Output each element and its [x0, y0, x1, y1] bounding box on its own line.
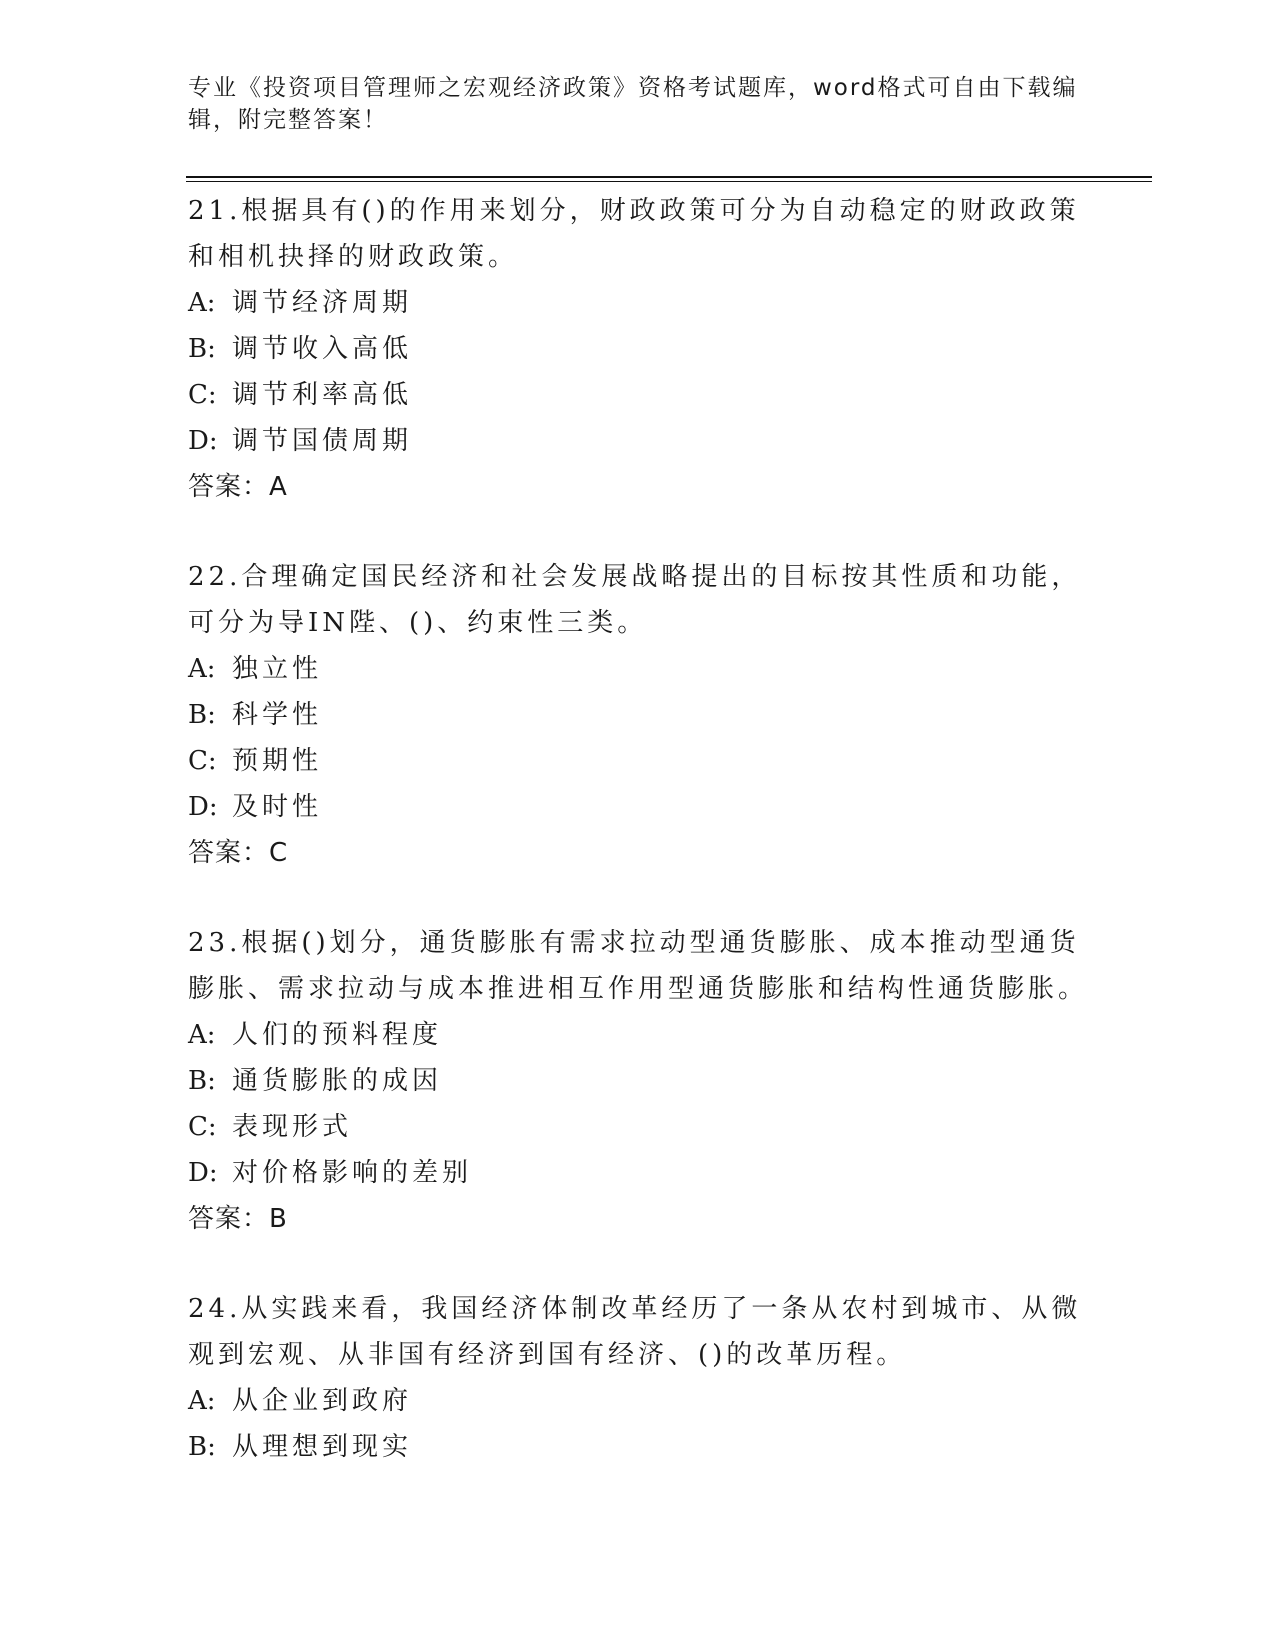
option-text: 科学性	[232, 700, 323, 730]
question-stem: 23.根据()划分，通货膨胀有需求拉动型通货膨胀、成本推动型通货膨胀、需求拉动与成本推进相互作用型通货膨胀和结构性通货膨胀。	[188, 928, 1089, 1004]
option-text: 对价格影响的差别	[232, 1158, 473, 1188]
option-d	[188, 418, 1088, 464]
option-text: 调节国债周期	[232, 426, 413, 456]
option-key: D:	[188, 792, 218, 822]
option-b	[188, 326, 1088, 372]
question-24	[188, 1286, 1088, 1470]
option-a	[188, 646, 1088, 692]
option-key: B:	[188, 1432, 216, 1462]
option-text: 通货膨胀的成因	[232, 1066, 443, 1096]
option-a	[188, 1378, 1088, 1424]
option-key: B:	[188, 334, 216, 364]
option-a	[188, 280, 1088, 326]
question-list	[188, 188, 1088, 1470]
option-c	[188, 372, 1088, 418]
option-b	[188, 692, 1088, 738]
option-c	[188, 738, 1088, 784]
question-stem: 24.从实践来看，我国经济体制改革经历了一条从农村到城市、从微观到宏观、从非国有经济到国有经济、()的改革历程。	[188, 1294, 1082, 1370]
option-key: C:	[188, 380, 217, 410]
option-key: C:	[188, 1112, 217, 1142]
option-key: A:	[188, 1020, 216, 1050]
question-spacer	[188, 876, 1088, 920]
option-text: 从企业到政府	[232, 1386, 413, 1416]
question-spacer	[188, 1242, 1088, 1286]
option-text: 调节收入高低	[232, 334, 413, 364]
question-23	[188, 920, 1088, 1242]
document-header: 专业《投资项目管理师之宏观经济政策》资格考试题库，word格式可自由下载编辑，附完整答案！	[188, 75, 1078, 133]
option-key: B:	[188, 700, 216, 730]
question-stem: 22.合理确定国民经济和社会发展战略提出的目标按其性质和功能，可分为导IN陛、()、约束性三类。	[188, 562, 1082, 638]
option-c	[188, 1104, 1088, 1150]
option-text: 从理想到现实	[232, 1432, 413, 1462]
option-key: A:	[188, 288, 216, 318]
option-key: C:	[188, 746, 217, 776]
option-text: 人们的预料程度	[232, 1020, 443, 1050]
option-text: 调节经济周期	[232, 288, 413, 318]
answer-line: 答案：A	[188, 472, 288, 502]
option-a	[188, 1012, 1088, 1058]
header-divider-thin	[186, 181, 1152, 182]
question-22	[188, 554, 1088, 876]
option-d	[188, 1150, 1088, 1196]
option-text: 表现形式	[232, 1112, 353, 1142]
option-key: A:	[188, 1386, 216, 1416]
option-b	[188, 1424, 1088, 1470]
answer-line: 答案：C	[188, 838, 289, 868]
option-key: B:	[188, 1066, 216, 1096]
option-key: A:	[188, 654, 216, 684]
question-stem: 21.根据具有()的作用来划分，财政政策可分为自动稳定的财政政策和相机抉择的财政政策。	[188, 196, 1080, 272]
option-text: 独立性	[232, 654, 323, 684]
answer-line: 答案：B	[188, 1204, 288, 1234]
option-text: 调节利率高低	[232, 380, 413, 410]
option-key: D:	[188, 1158, 218, 1188]
question-spacer	[188, 510, 1088, 554]
option-d	[188, 784, 1088, 830]
option-key: D:	[188, 426, 218, 456]
option-text: 预期性	[232, 746, 323, 776]
option-b	[188, 1058, 1088, 1104]
option-text: 及时性	[232, 792, 323, 822]
question-21	[188, 188, 1088, 510]
header-divider-thick	[186, 176, 1152, 178]
